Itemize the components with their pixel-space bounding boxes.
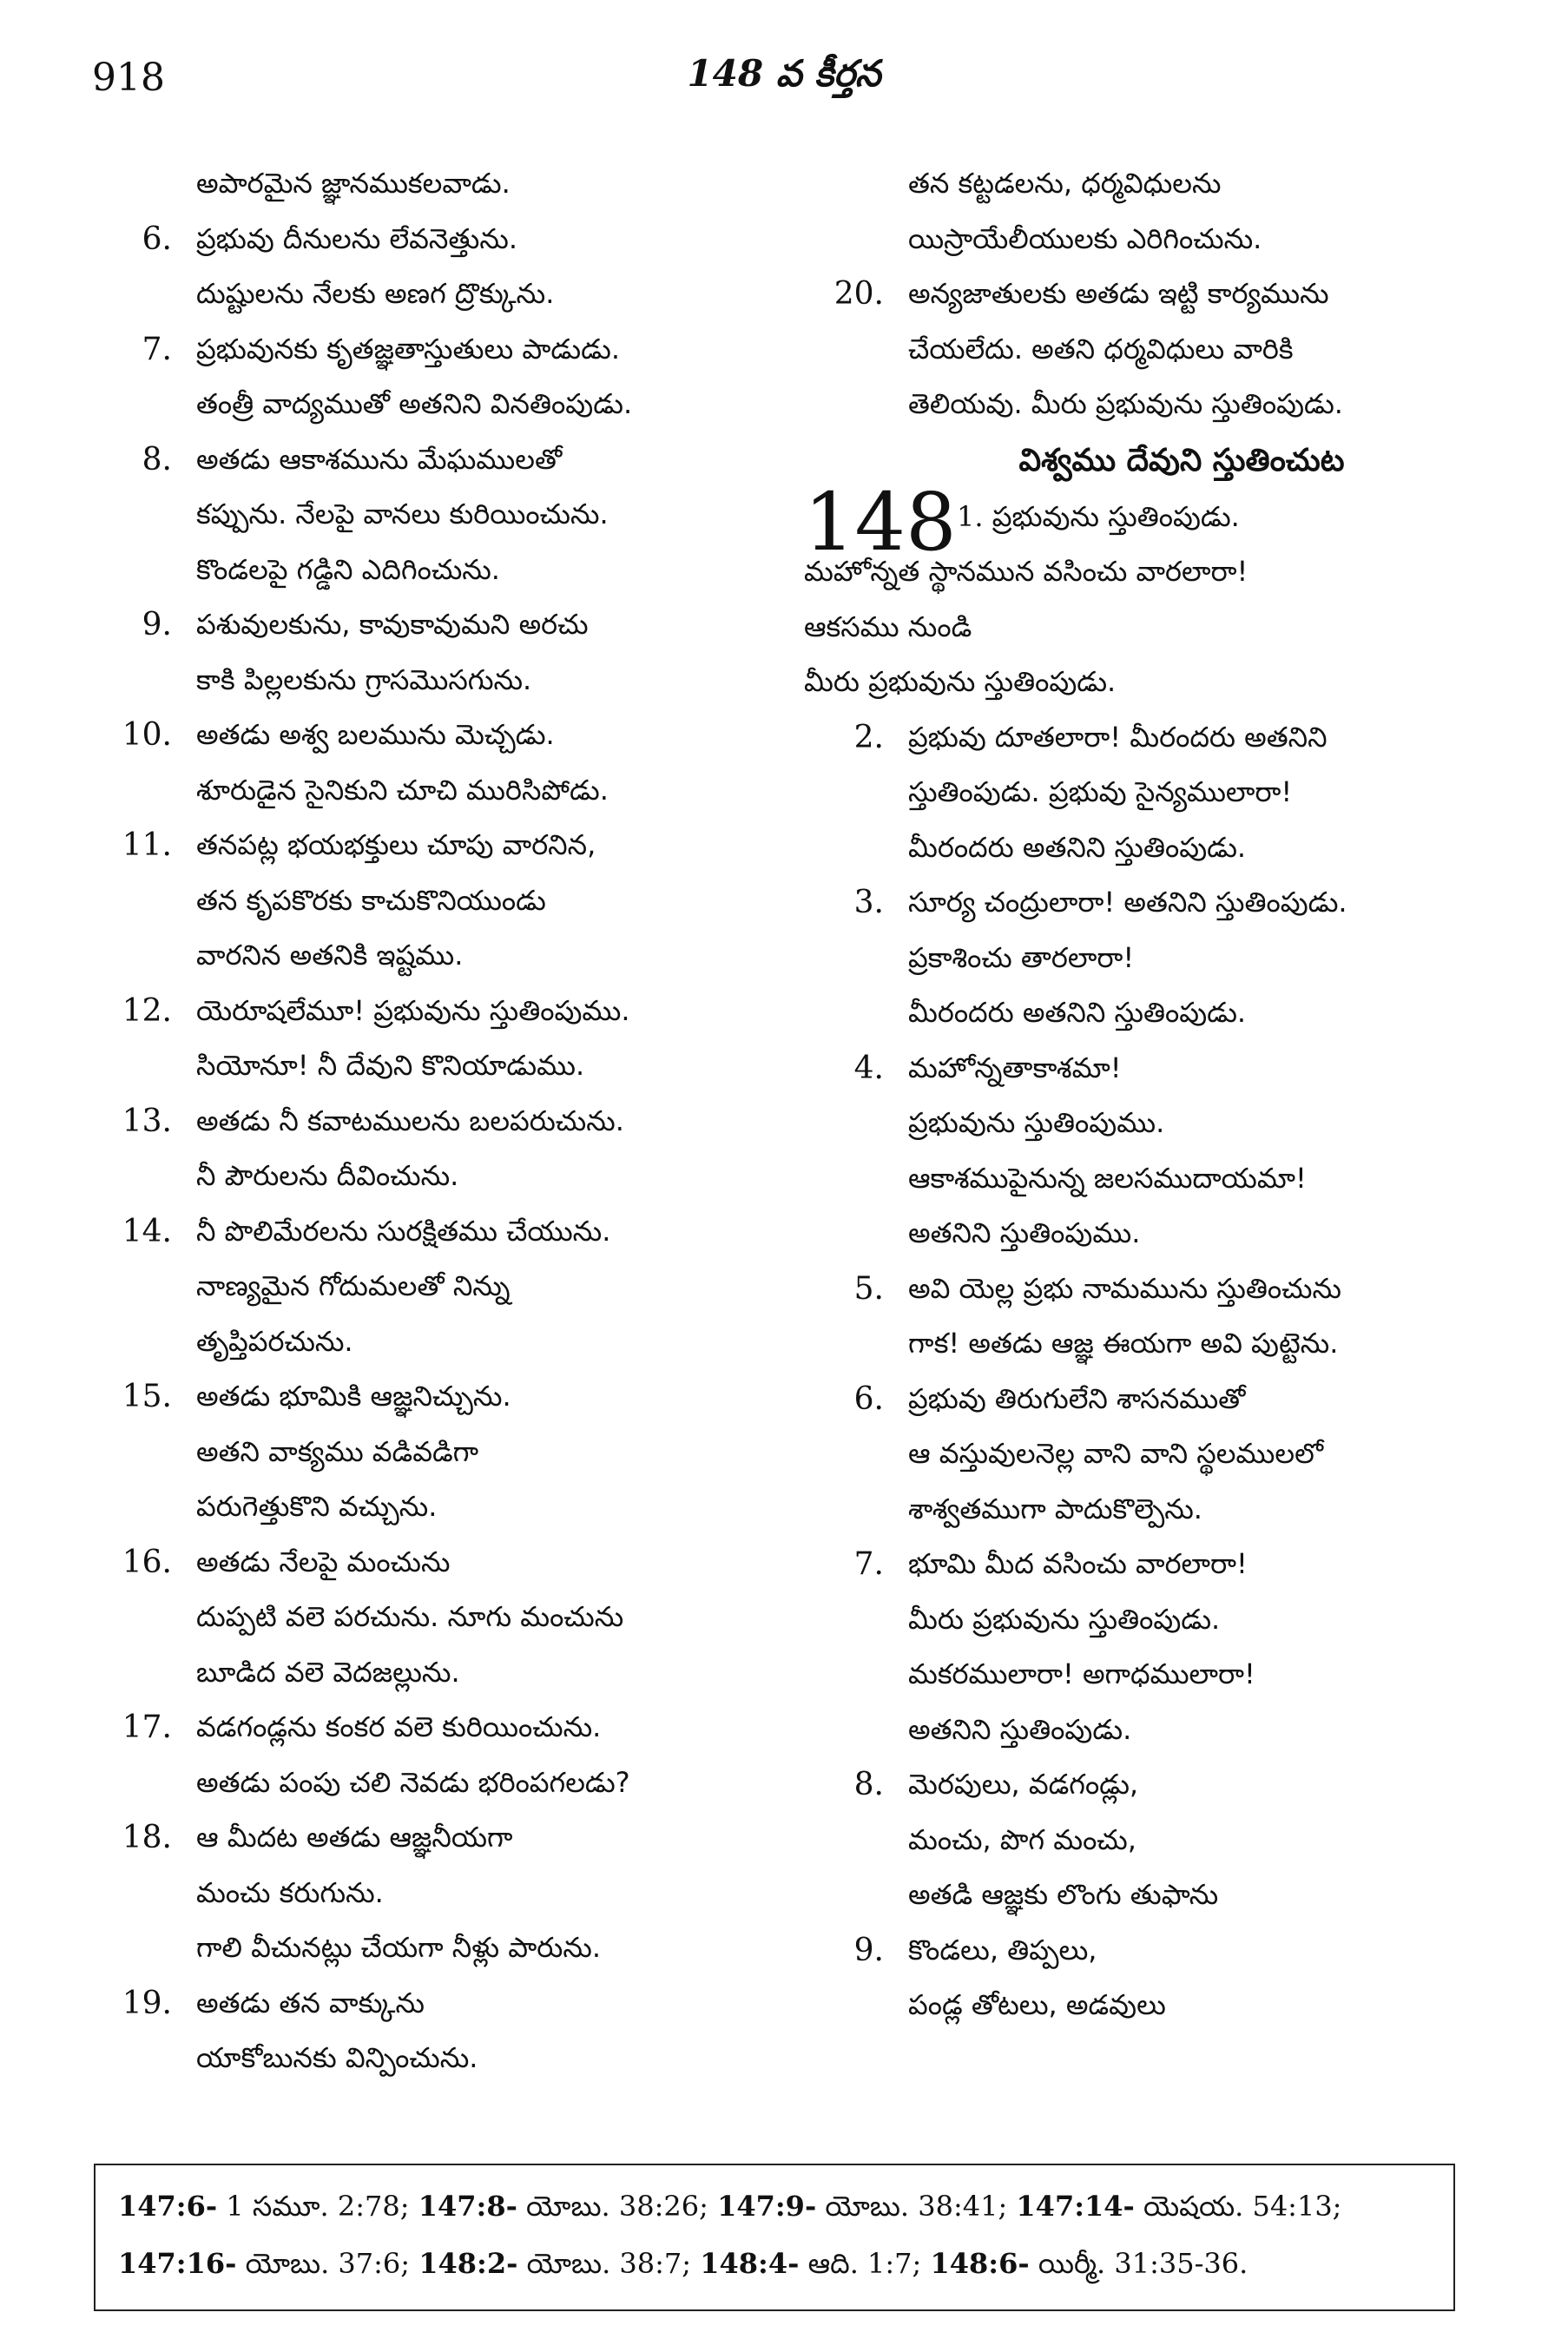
- verse-line: అతడు ఆకాశమును మేఘములతో: [196, 442, 563, 476]
- verse-text: [908, 267, 1481, 432]
- verse-line: మంచు, పొగ మంచు,: [908, 1822, 1136, 1856]
- verse-line: దుష్టులను నేలకు అణగ ద్రొక్కును.: [196, 277, 555, 310]
- verse-line: బూడిద వలె వెదజల్లును.: [196, 1655, 460, 1689]
- verse: [92, 708, 769, 818]
- cross-reference-target: ఆది. 1:7;: [799, 2247, 931, 2280]
- verse-number: 20.: [833, 276, 884, 312]
- psalm-147-ending: [804, 156, 1481, 432]
- verse: [92, 1094, 769, 1204]
- verse-line: పరుగెత్తుకొని వచ్చును.: [196, 1490, 438, 1523]
- verse-text: [196, 708, 769, 818]
- verse: [92, 597, 769, 708]
- verse-line: గాక! అతడు ఆజ్ఞ ఈయగా అవి పుట్టెను.: [908, 1327, 1339, 1360]
- verse-text: [196, 818, 769, 984]
- verse-line: మీరు ప్రభువును స్తుతింపుడు.: [908, 1602, 1221, 1636]
- verse-line: అతడి ఆజ్ఞకు లొంగు తుఫాను: [908, 1878, 1219, 1911]
- verse-number: 19.: [122, 1985, 172, 2021]
- verse-line: మకరములారా! అగాధములారా!: [908, 1657, 1255, 1690]
- verse: [92, 212, 769, 322]
- verse: [804, 710, 1481, 876]
- verse-line: అతడు నేలపై మంచును: [196, 1545, 451, 1578]
- verse-line: ఆ వస్తువులనెల్ల వాని వాని స్థలములలో: [908, 1437, 1324, 1470]
- verse-text: [196, 984, 769, 1094]
- cross-reference-key: 147:9-: [717, 2190, 817, 2223]
- running-head: 148 వ కీర్తన: [687, 52, 881, 95]
- verse-line: కాకి పిల్లలకును గ్రాసమొసగును.: [196, 662, 532, 696]
- verse-text: [908, 1262, 1481, 1372]
- verse-line: ప్రభువు దూతలారా! మీరందరు అతనిని: [908, 720, 1328, 754]
- verse: [804, 1262, 1481, 1372]
- verse-number: 10.: [122, 717, 172, 753]
- verse-text: [196, 322, 769, 432]
- verse-line: యెరూషలేమూ! ప్రభువును స్తుతింపుము.: [196, 993, 630, 1027]
- verse-number: 13.: [122, 1103, 172, 1139]
- verse-line: ప్రభువునకు కృతజ్ఞతాస్తుతులు పాడుడు.: [196, 332, 621, 366]
- verse: [92, 1700, 769, 1810]
- verse-text: [196, 432, 769, 598]
- verse-text: [196, 1535, 769, 1701]
- verse-text: [196, 156, 769, 212]
- cross-reference-target: యిర్మీ. 31:35-36.: [1029, 2247, 1248, 2280]
- verse-text: [908, 1757, 1481, 1923]
- verse-text: [908, 1537, 1481, 1757]
- verse-line: శాశ్వతముగా పాదుకొల్పెను.: [908, 1492, 1202, 1525]
- verse: [92, 984, 769, 1094]
- verse-line: అతడు తన వాక్కును: [196, 1986, 425, 2019]
- verse-line: నాణ్యమైన గోదుమలతో నిన్ను: [196, 1269, 511, 1302]
- cross-reference-line: [118, 2235, 1431, 2292]
- right-column: [804, 156, 1481, 2033]
- verse-number: 5.: [853, 1270, 884, 1307]
- cross-reference-target: 1 సమూ. 2:78;: [217, 2190, 418, 2223]
- verse: [92, 1810, 769, 1976]
- verse-line: తంత్రీ వాద్యముతో అతనిని వినతింపుడు.: [196, 387, 633, 420]
- verse-line: కప్పును. నేలపై వానలు కురియించును.: [196, 497, 609, 530]
- verse-line: మీరందరు అతనిని స్తుతింపుడు.: [908, 830, 1247, 864]
- verse-line: అతనిని స్తుతింపుడు.: [908, 1712, 1132, 1746]
- verse: [804, 1757, 1481, 1923]
- verse-number: 9.: [142, 607, 172, 642]
- verse: [804, 156, 1481, 267]
- verse-number: 9.: [853, 1932, 884, 1968]
- verse-line: తన కృపకొరకు కాచుకొనియుండు: [196, 883, 546, 917]
- verse-line: అతని వాక్యము వడివడిగా: [196, 1434, 479, 1468]
- verse-line: యాకోబునకు విన్పించును.: [196, 2041, 478, 2074]
- verse-text: [908, 1372, 1481, 1538]
- cross-reference-key: 147:16-: [118, 2247, 237, 2280]
- verse-line: దుప్పటి వలె పరచును. నూగు మంచును: [196, 1600, 624, 1633]
- verse-line: అవి యెల్ల ప్రభు నామమును స్తుతించును: [908, 1271, 1341, 1305]
- verse-text: [908, 156, 1481, 267]
- verse-line: అతడు పంపు చలి నెవడు భరింపగలడు?: [196, 1765, 630, 1799]
- verse-line: అతడు భూమికి ఆజ్ఞనిచ్చును.: [196, 1380, 511, 1413]
- cross-reference-target: యోబు. 38:7;: [517, 2247, 701, 2280]
- verse-number: 16.: [122, 1544, 172, 1580]
- verse: [804, 1537, 1481, 1757]
- verse-text: [196, 1810, 769, 1976]
- cross-reference-target: యోబు. 38:26;: [517, 2190, 718, 2223]
- cross-reference-key: 148:2-: [418, 2247, 518, 2280]
- verse-number: 14.: [122, 1213, 172, 1249]
- verse-line: మీరందరు అతనిని స్తుతింపుడు.: [908, 996, 1247, 1029]
- verse-line: కొండలు, తిప్పలు,: [908, 1933, 1097, 1967]
- verse-line: ప్రభువు దీనులను లేవనెత్తును.: [196, 221, 518, 255]
- verse-text: [196, 1700, 769, 1810]
- verse-line: మీరు ప్రభువును స్తుతింపుడు.: [804, 665, 1117, 698]
- verse: [92, 156, 769, 212]
- verse-line: కొండలపై గడ్డిని ఎదిగించును.: [196, 552, 500, 586]
- verse-text: [196, 1369, 769, 1535]
- cross-reference-key: 147:6-: [118, 2190, 218, 2223]
- cross-reference-target: యెషయ. 54:13;: [1134, 2190, 1342, 2223]
- verse-number: 8.: [142, 441, 172, 478]
- verse-line: నీ పౌరులను దీవించును.: [196, 1159, 459, 1192]
- verse-line: వారనిన అతనికి ఇష్టము.: [196, 939, 464, 972]
- verse: [804, 1041, 1481, 1262]
- verse-line: అతనిని స్తుతింపుము.: [908, 1216, 1141, 1249]
- verse-number: 8.: [853, 1767, 884, 1802]
- verse-line: తనపట్ల భయభక్తులు చూపు వారనిన,: [196, 828, 596, 861]
- verse-line: నీ పొలిమేరలను సురక్షితము చేయును.: [196, 1214, 611, 1248]
- verse-line: మహోన్నత స్థానమున వసించు వారలారా!: [804, 555, 1248, 588]
- cross-reference-line: [118, 2177, 1431, 2235]
- verse: [92, 1369, 769, 1535]
- psalm-title: విశ్వము దేవుని స్తుతించుట: [1018, 442, 1345, 478]
- cross-reference-key: 147:14-: [1016, 2190, 1135, 2223]
- cross-reference-key: 148:4-: [700, 2247, 800, 2280]
- verse-line: మహోన్నతాకాశమా!: [908, 1051, 1122, 1084]
- cross-reference-key: 147:8-: [418, 2190, 517, 2223]
- page-number: 918: [92, 56, 165, 100]
- verse: [804, 1923, 1481, 2033]
- verse: [92, 818, 769, 984]
- verse: [92, 1204, 769, 1370]
- verse-number: 7.: [142, 331, 172, 367]
- verse-number: 4.: [853, 1050, 884, 1086]
- verse-line: తన కట్టడలను, ధర్మవిధులను: [908, 167, 1222, 200]
- verse-number: 2.: [853, 719, 884, 755]
- verse-number: 12.: [122, 992, 172, 1029]
- verse: [92, 322, 769, 432]
- verse-line: భూమి మీద వసించు వారలారా!: [908, 1547, 1248, 1580]
- verse-number: 1.: [957, 499, 992, 533]
- verse: [92, 1535, 769, 1701]
- verse-number: 6.: [853, 1380, 884, 1417]
- verse-line: యిస్రాయేలీయులకు ఎరిగించును.: [908, 221, 1262, 255]
- verse-number: 11.: [122, 827, 172, 863]
- psalm-number: 148: [804, 475, 957, 569]
- verse-line: ఆకసము నుండి: [804, 609, 972, 643]
- verse-line: పండ్ల తోటలు, అడవులు: [908, 1988, 1166, 2021]
- cross-reference-target: యోబు. 37:6;: [236, 2247, 419, 2280]
- verse-line: గాలి వీచునట్లు చేయగా నీళ్లు పారును.: [196, 1931, 602, 1964]
- left-column: [92, 156, 769, 2086]
- verse-line: వడగండ్లను కంకర వలె కురియించును.: [196, 1710, 602, 1743]
- verse: [804, 1372, 1481, 1538]
- psalm-148-verses: [804, 710, 1481, 2033]
- verse-text: [908, 1041, 1481, 1262]
- verse-number: 6.: [142, 221, 172, 257]
- verse-text: [196, 212, 769, 322]
- verse-line: ప్రభువును స్తుతింపుము.: [908, 1106, 1165, 1139]
- verse-line: స్తుతింపుడు. ప్రభువు సైన్యములారా!: [908, 775, 1293, 808]
- verse-line: మంచు కరుగును.: [196, 1875, 384, 1909]
- verse-line: అపారమైన జ్ఞానముకలవాడు.: [196, 167, 511, 200]
- verse-line: మెరపులు, వడగండ్లు,: [908, 1768, 1139, 1801]
- verse-line: ఆకాశముపైనున్న జలసముదాయమా!: [908, 1161, 1307, 1195]
- verse-text: [908, 1923, 1481, 2033]
- verse-line: సూర్య చంద్రులారా! అతనిని స్తుతింపుడు.: [908, 886, 1347, 919]
- verse-line: అతడు నీ కవాటములను బలపరుచును.: [196, 1104, 624, 1137]
- verse-line: శూరుడైన సైనికుని చూచి మురిసిపోడు.: [196, 773, 609, 807]
- verse-line: తెలియవు. మీరు ప్రభువును స్తుతింపుడు.: [908, 387, 1343, 420]
- verse-text: [196, 1094, 769, 1204]
- verse-text: [908, 710, 1481, 876]
- verse-line: 1. ప్రభువును స్తుతింపుడు.: [957, 499, 1240, 533]
- verse-line: ఆ మీదట అతడు ఆజ్ఞనీయగా: [196, 1821, 513, 1854]
- verse-line: తృప్తిపరచును.: [196, 1324, 353, 1358]
- verse: [92, 1976, 769, 2086]
- verse: [92, 432, 769, 598]
- verse-number: 3.: [853, 885, 884, 920]
- verse-line: సియోనూ! నీ దేవుని కొనియాడుము.: [196, 1049, 585, 1082]
- verse-number: 7.: [853, 1546, 884, 1582]
- verse-text: [196, 1204, 769, 1370]
- verse: [804, 875, 1481, 1041]
- verse-text: [908, 875, 1481, 1041]
- verse-line: ప్రకాశించు తారలారా!: [908, 940, 1135, 974]
- verse-line: అతడు అశ్వ బలమును మెచ్చడు.: [196, 718, 555, 751]
- verse-line: చేయలేదు. అతని ధర్మవిధులు వారికి: [908, 332, 1294, 366]
- verse-line: అన్యజాతులకు అతడు ఇట్టి కార్యమును: [908, 277, 1329, 310]
- verse-line: ప్రభువు తిరుగులేని శాసనముతో: [908, 1381, 1246, 1415]
- verse-number: 18.: [122, 1820, 172, 1855]
- verse-number: 15.: [122, 1379, 172, 1414]
- verse-text: [196, 597, 769, 708]
- verse-number: 17.: [122, 1710, 172, 1745]
- cross-reference-box: [94, 2164, 1455, 2311]
- verse-line: పశువులకును, కావుకావుమని అరచు: [196, 608, 589, 641]
- psalm-148-opening: [804, 475, 1481, 710]
- verse-text: [196, 1976, 769, 2086]
- cross-reference-key: 148:6-: [930, 2247, 1030, 2280]
- verse: [804, 267, 1481, 432]
- cross-reference-target: యోబు. 38:41;: [816, 2190, 1017, 2223]
